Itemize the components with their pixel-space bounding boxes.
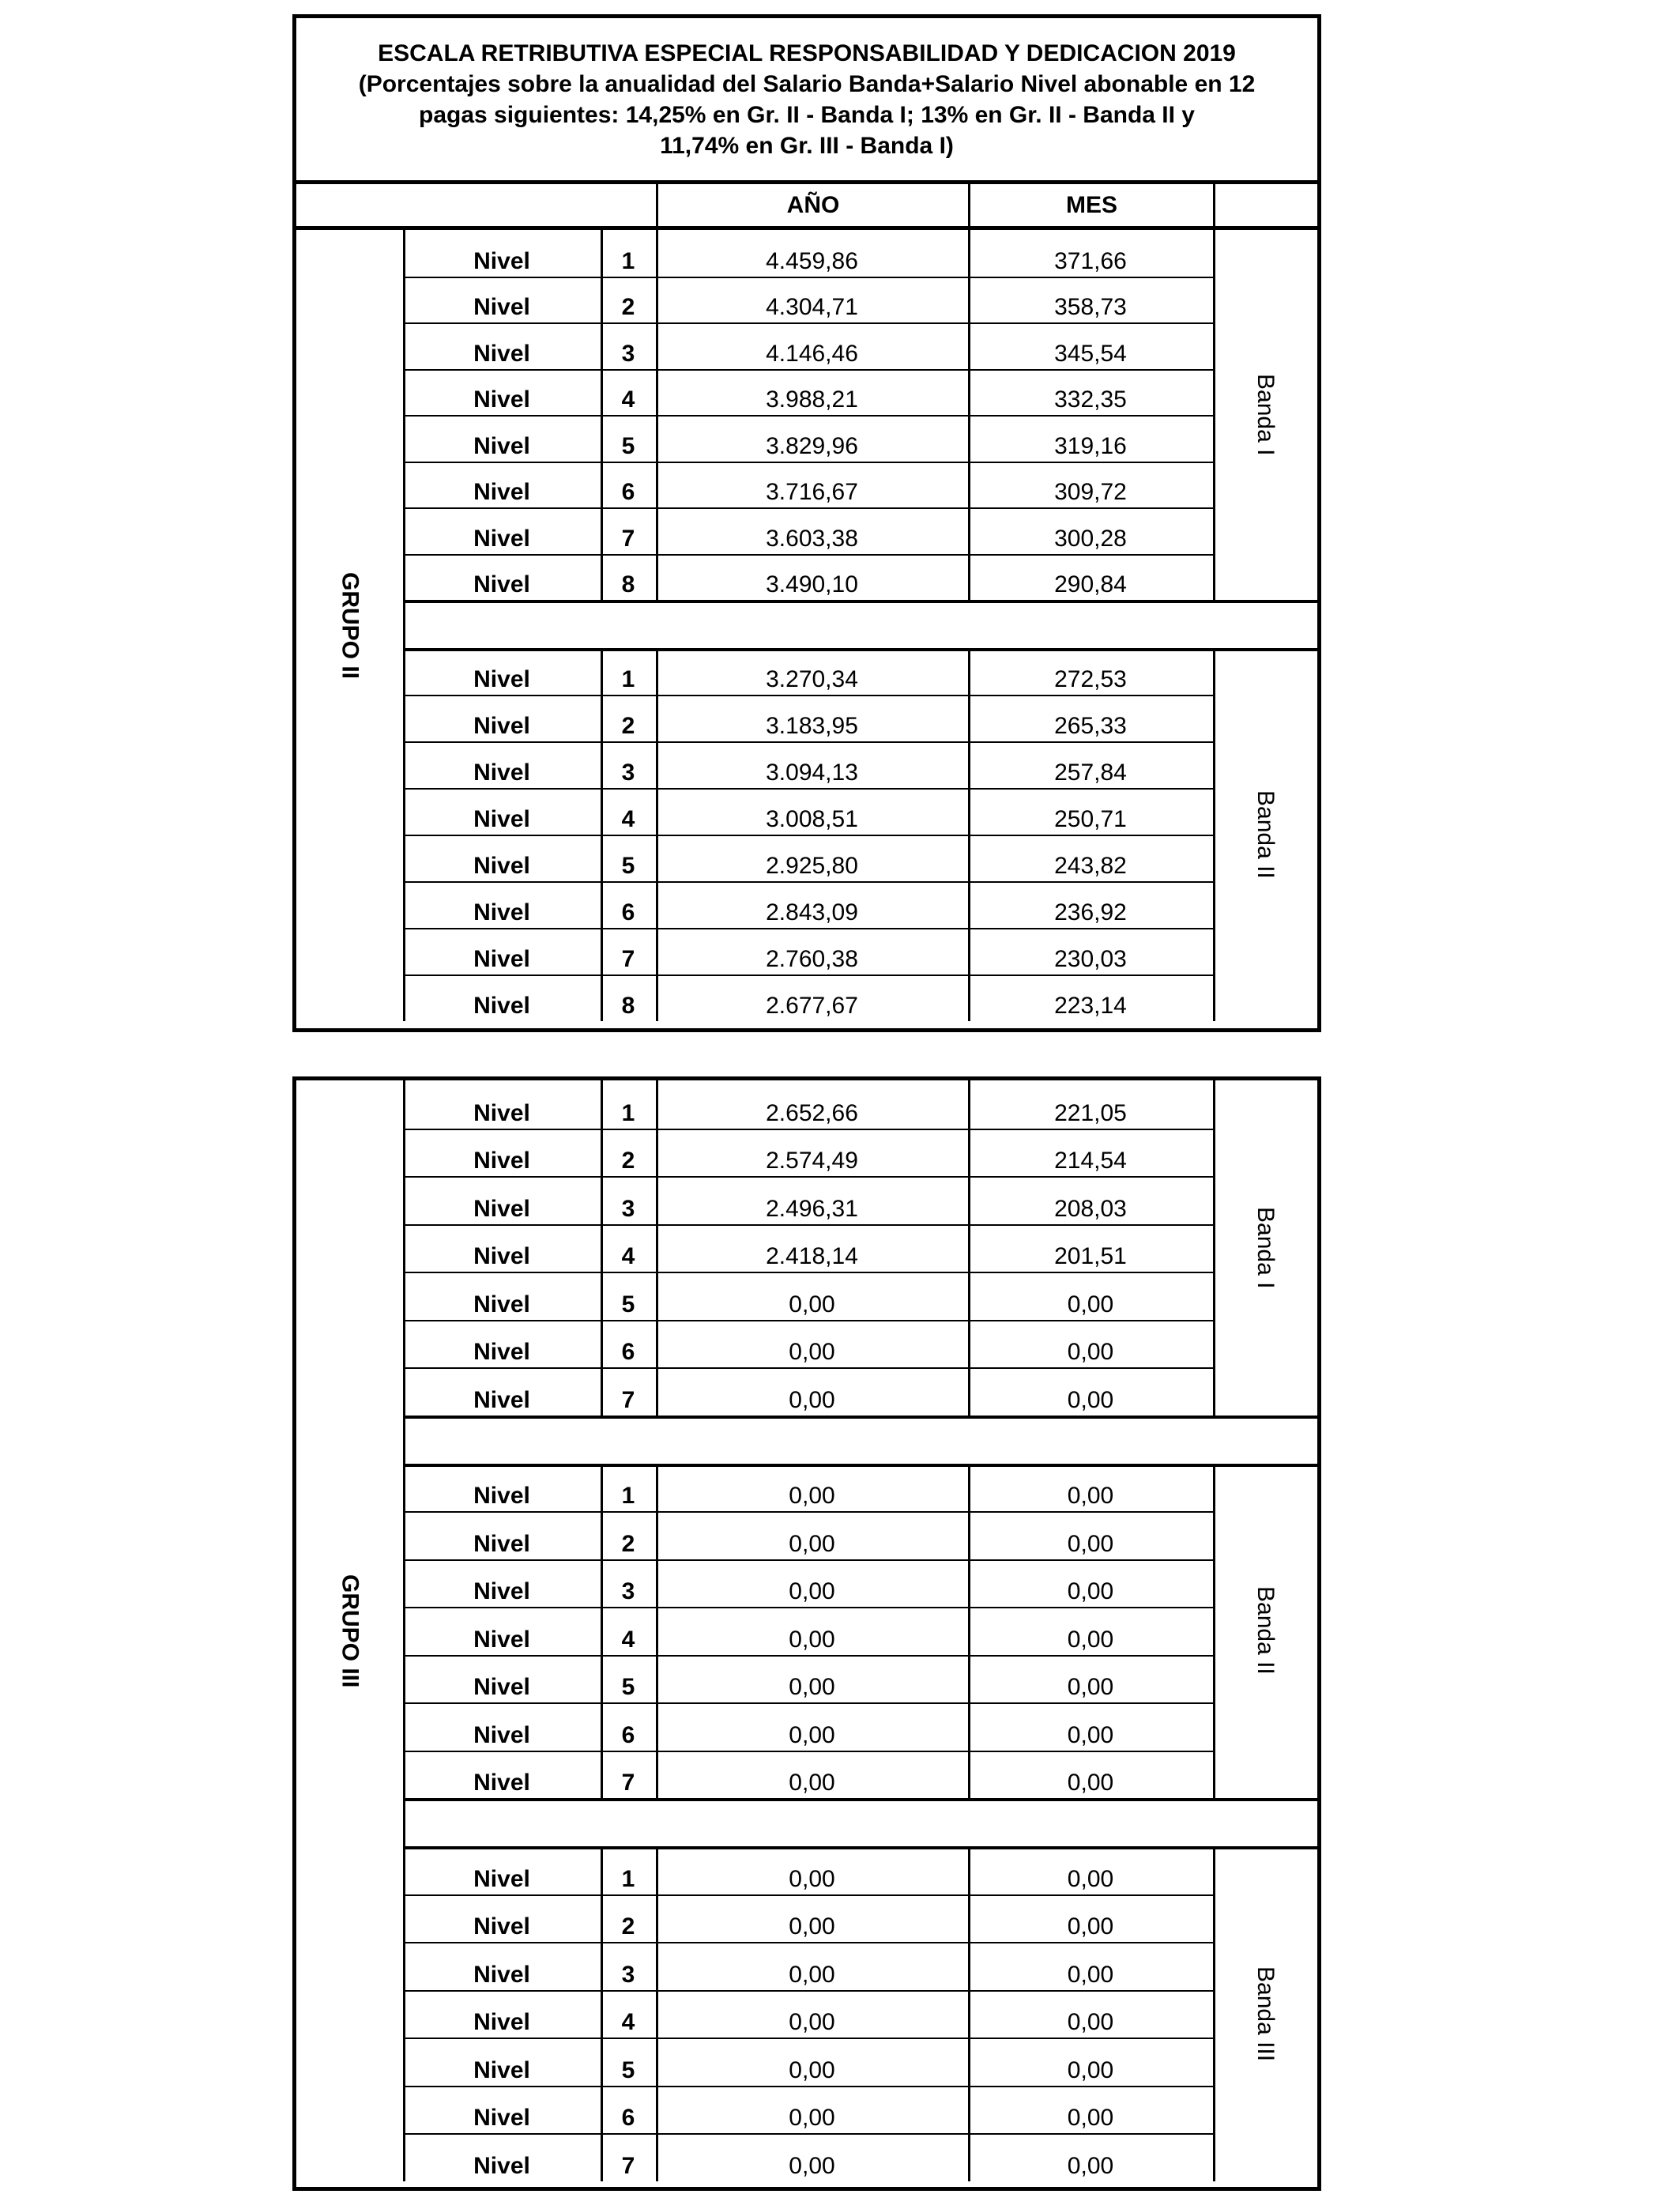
nivel-label: Nivel xyxy=(473,1339,530,1365)
title-line-1: ESCALA RETRIBUTIVA ESPECIAL RESPONSABILIDAD Y DEDICACION 2019 xyxy=(378,40,1236,66)
year-amount: 3.094,13 xyxy=(766,760,858,786)
month-amount: 223,14 xyxy=(1054,993,1127,1019)
title-line-3: pagas siguientes: 14,25% en Gr. II - Banda I; 13% en Gr. II - Banda II y xyxy=(419,101,1195,128)
nivel-number: 7 xyxy=(621,1770,635,1796)
month-amount: 358,73 xyxy=(1054,294,1127,320)
year-amount: 0,00 xyxy=(789,1291,835,1318)
nivel-label: Nivel xyxy=(473,340,530,367)
month-amount: 345,54 xyxy=(1054,340,1127,367)
month-amount: 230,03 xyxy=(1054,946,1127,972)
nivel-number: 6 xyxy=(621,899,635,925)
year-amount: 2.760,38 xyxy=(766,946,858,972)
nivel-label: Nivel xyxy=(473,1961,530,1988)
nivel-number: 7 xyxy=(621,1386,635,1413)
year-amount: 0,00 xyxy=(789,1865,835,1892)
year-amount: 3.183,95 xyxy=(766,713,858,739)
month-amount: 0,00 xyxy=(1067,2105,1114,2131)
month-amount: 0,00 xyxy=(1067,1530,1114,1557)
nivel-number: 7 xyxy=(621,946,635,972)
year-amount: 0,00 xyxy=(789,1770,835,1796)
nivel-number: 3 xyxy=(621,1195,635,1222)
year-amount: 0,00 xyxy=(789,2152,835,2179)
nivel-number: 8 xyxy=(621,993,635,1019)
month-amount: 0,00 xyxy=(1067,2152,1114,2179)
band-label: Banda I xyxy=(1252,374,1279,456)
column-header-row xyxy=(296,184,1317,230)
nivel-number: 5 xyxy=(621,2056,635,2083)
month-amount: 0,00 xyxy=(1067,2056,1114,2083)
year-amount: 0,00 xyxy=(789,1674,835,1700)
nivel-number: 1 xyxy=(621,247,635,274)
title-line-2: (Porcentajes sobre la anualidad del Salario Banda+Salario Nivel abonable en 12 xyxy=(358,70,1256,97)
nivel-label: Nivel xyxy=(473,571,530,598)
nivel-label: Nivel xyxy=(473,2056,530,2083)
nivel-number: 3 xyxy=(621,760,635,786)
nivel-label: Nivel xyxy=(473,294,530,320)
nivel-number: 5 xyxy=(621,853,635,879)
nivel-number: 4 xyxy=(621,386,635,413)
nivel-number: 4 xyxy=(621,2009,635,2035)
month-amount: 250,71 xyxy=(1054,806,1127,832)
year-amount: 0,00 xyxy=(789,2105,835,2131)
month-amount: 208,03 xyxy=(1054,1195,1127,1222)
month-amount: 236,92 xyxy=(1054,899,1127,925)
year-amount: 0,00 xyxy=(789,2056,835,2083)
year-amount: 2.418,14 xyxy=(766,1243,858,1269)
month-amount: 257,84 xyxy=(1054,760,1127,786)
month-amount: 371,66 xyxy=(1054,247,1127,274)
year-amount: 0,00 xyxy=(789,1913,835,1940)
nivel-label: Nivel xyxy=(473,853,530,879)
nivel-number: 6 xyxy=(621,1721,635,1748)
month-amount: 0,00 xyxy=(1067,1291,1114,1318)
nivel-label: Nivel xyxy=(473,1386,530,1413)
year-amount: 4.146,46 xyxy=(766,340,858,367)
nivel-label: Nivel xyxy=(473,1483,530,1509)
nivel-label: Nivel xyxy=(473,525,530,552)
month-amount: 214,54 xyxy=(1054,1148,1127,1174)
year-amount: 3.270,34 xyxy=(766,666,858,692)
nivel-label: Nivel xyxy=(473,713,530,739)
nivel-label: Nivel xyxy=(473,1243,530,1269)
nivel-number: 6 xyxy=(621,479,635,505)
nivel-label: Nivel xyxy=(473,1913,530,1940)
nivel-number: 5 xyxy=(621,432,635,459)
nivel-label: Nivel xyxy=(473,1626,530,1653)
year-amount: 0,00 xyxy=(789,1626,835,1653)
year-amount: 3.829,96 xyxy=(766,432,858,459)
nivel-label: Nivel xyxy=(473,1148,530,1174)
year-amount: 3.988,21 xyxy=(766,386,858,413)
table-title xyxy=(296,18,1317,184)
month-amount: 0,00 xyxy=(1067,1913,1114,1940)
year-amount: 2.574,49 xyxy=(766,1148,858,1174)
year-amount: 2.925,80 xyxy=(766,853,858,879)
month-amount: 0,00 xyxy=(1067,1721,1114,1748)
nivel-number: 1 xyxy=(621,1865,635,1892)
band-label: Banda II xyxy=(1252,790,1279,879)
column-header-month: MES xyxy=(1065,191,1117,218)
month-amount: 221,05 xyxy=(1054,1099,1127,1126)
year-amount: 0,00 xyxy=(789,1721,835,1748)
column-header-year: AÑO xyxy=(786,191,840,218)
year-amount: 2.843,09 xyxy=(766,899,858,925)
month-amount: 319,16 xyxy=(1054,432,1127,459)
year-amount: 2.652,66 xyxy=(766,1099,858,1126)
nivel-number: 4 xyxy=(621,806,635,832)
nivel-number: 6 xyxy=(621,1339,635,1365)
nivel-number: 1 xyxy=(621,1099,635,1126)
group-label: GRUPO II xyxy=(337,571,363,679)
title-line-4: 11,74% en Gr. III - Banda I) xyxy=(660,132,954,159)
band-label: Banda II xyxy=(1252,1586,1279,1676)
nivel-number: 7 xyxy=(621,525,635,552)
month-amount: 0,00 xyxy=(1067,1626,1114,1653)
nivel-label: Nivel xyxy=(473,247,530,274)
nivel-label: Nivel xyxy=(473,1291,530,1318)
nivel-label: Nivel xyxy=(473,760,530,786)
salary-table-grupo-ii xyxy=(292,14,1321,1032)
nivel-label: Nivel xyxy=(473,1530,530,1557)
band-label: Banda III xyxy=(1252,1966,1279,2061)
year-amount: 3.603,38 xyxy=(766,525,858,552)
nivel-number: 3 xyxy=(621,340,635,367)
month-amount: 0,00 xyxy=(1067,1770,1114,1796)
nivel-label: Nivel xyxy=(473,2105,530,2131)
nivel-number: 8 xyxy=(621,571,635,598)
year-amount: 2.496,31 xyxy=(766,1195,858,1222)
nivel-number: 2 xyxy=(621,294,635,320)
nivel-number: 1 xyxy=(621,666,635,692)
year-amount: 3.716,67 xyxy=(766,479,858,505)
nivel-label: Nivel xyxy=(473,1099,530,1126)
month-amount: 265,33 xyxy=(1054,713,1127,739)
nivel-label: Nivel xyxy=(473,1674,530,1700)
month-amount: 332,35 xyxy=(1054,386,1127,413)
nivel-number: 3 xyxy=(621,1961,635,1988)
nivel-label: Nivel xyxy=(473,946,530,972)
month-amount: 0,00 xyxy=(1067,1386,1114,1413)
nivel-number: 6 xyxy=(621,2105,635,2131)
month-amount: 0,00 xyxy=(1067,1483,1114,1509)
month-amount: 0,00 xyxy=(1067,1961,1114,1988)
nivel-number: 5 xyxy=(621,1291,635,1318)
nivel-label: Nivel xyxy=(473,479,530,505)
nivel-label: Nivel xyxy=(473,806,530,832)
year-amount: 3.490,10 xyxy=(766,571,858,598)
month-amount: 290,84 xyxy=(1054,571,1127,598)
nivel-label: Nivel xyxy=(473,2009,530,2035)
nivel-number: 4 xyxy=(621,1243,635,1269)
year-amount: 0,00 xyxy=(789,1530,835,1557)
year-amount: 0,00 xyxy=(789,1386,835,1413)
nivel-number: 2 xyxy=(621,713,635,739)
nivel-label: Nivel xyxy=(473,1578,530,1604)
month-amount: 272,53 xyxy=(1054,666,1127,692)
nivel-label: Nivel xyxy=(473,1721,530,1748)
month-amount: 0,00 xyxy=(1067,1865,1114,1892)
year-amount: 0,00 xyxy=(789,1578,835,1604)
nivel-number: 3 xyxy=(621,1578,635,1604)
nivel-number: 4 xyxy=(621,1626,635,1653)
nivel-number: 5 xyxy=(621,1674,635,1700)
month-amount: 309,72 xyxy=(1054,479,1127,505)
nivel-label: Nivel xyxy=(473,666,530,692)
nivel-label: Nivel xyxy=(473,1770,530,1796)
year-amount: 0,00 xyxy=(789,1339,835,1365)
month-amount: 0,00 xyxy=(1067,1339,1114,1365)
nivel-label: Nivel xyxy=(473,386,530,413)
year-amount: 0,00 xyxy=(789,1961,835,1988)
nivel-number: 2 xyxy=(621,1148,635,1174)
year-amount: 4.304,71 xyxy=(766,294,858,320)
month-amount: 201,51 xyxy=(1054,1243,1127,1269)
group-label: GRUPO III xyxy=(337,1574,363,1687)
nivel-label: Nivel xyxy=(473,432,530,459)
year-amount: 0,00 xyxy=(789,1483,835,1509)
month-amount: 300,28 xyxy=(1054,525,1127,552)
month-amount: 0,00 xyxy=(1067,2009,1114,2035)
nivel-label: Nivel xyxy=(473,899,530,925)
year-amount: 2.677,67 xyxy=(766,993,858,1019)
nivel-label: Nivel xyxy=(473,1865,530,1892)
year-amount: 3.008,51 xyxy=(766,806,858,832)
band-label: Banda I xyxy=(1252,1207,1279,1289)
nivel-label: Nivel xyxy=(473,993,530,1019)
month-amount: 0,00 xyxy=(1067,1674,1114,1700)
year-amount: 0,00 xyxy=(789,2009,835,2035)
salary-table-grupo-iii xyxy=(292,1076,1321,2191)
nivel-number: 7 xyxy=(621,2152,635,2179)
nivel-label: Nivel xyxy=(473,1195,530,1222)
nivel-number: 1 xyxy=(621,1483,635,1509)
month-amount: 243,82 xyxy=(1054,853,1127,879)
month-amount: 0,00 xyxy=(1067,1578,1114,1604)
nivel-number: 2 xyxy=(621,1530,635,1557)
nivel-label: Nivel xyxy=(473,2152,530,2179)
nivel-number: 2 xyxy=(621,1913,635,1940)
year-amount: 4.459,86 xyxy=(766,247,858,274)
